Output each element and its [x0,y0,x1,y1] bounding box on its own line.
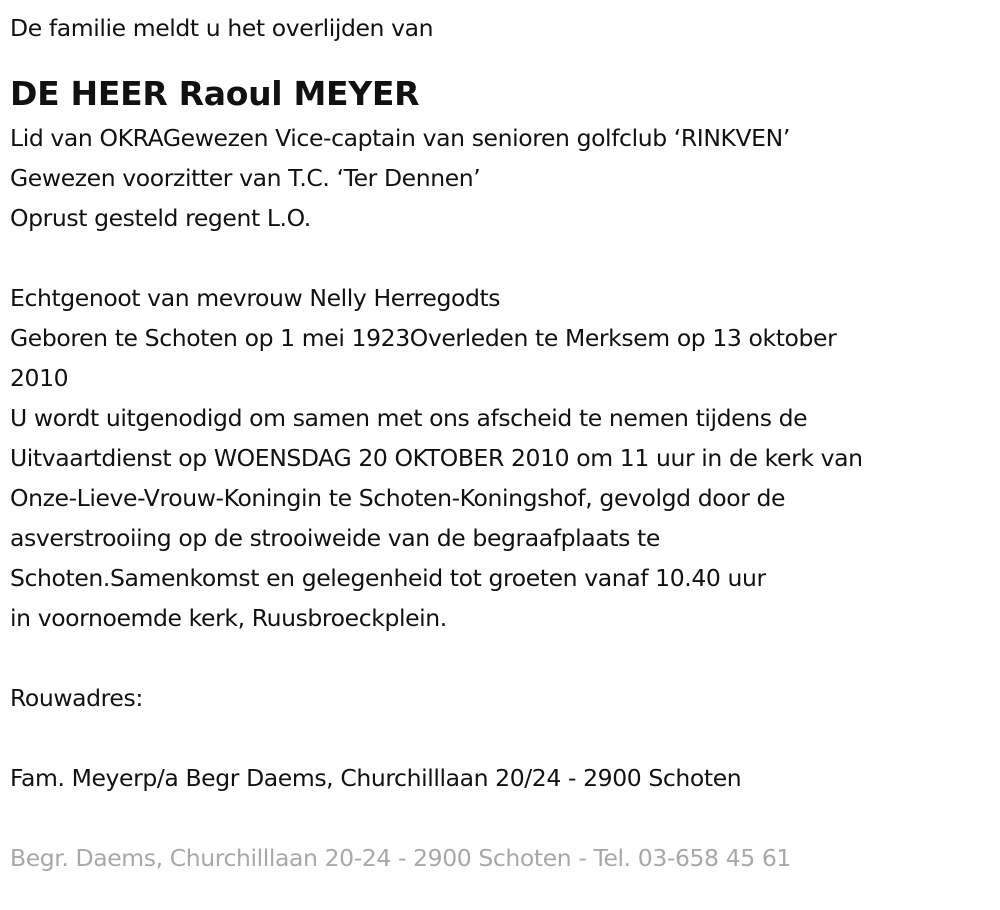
deceased-name: DE HEER Raoul MEYER [10,74,420,113]
title-line: Gewezen voorzitter van T.C. ‘Ter Dennen’ [10,164,481,192]
spacer [10,238,990,278]
spacer [10,718,990,758]
spacer [10,798,990,838]
invitation-line: U wordt uitgenodigd om samen met ons afscheid te nemen tijdens de [10,404,808,432]
invitation-line: asverstrooiing op de strooiweide van de begraafplaats te [10,524,660,552]
birth-death-line: 2010 [10,364,69,392]
invitation-line: Schoten.Samenkomst en gelegenheid tot groeten vanaf 10.40 uur [10,564,766,592]
invitation-line: Uitvaartdienst op WOENSDAG 20 OKTOBER 2010 om 11 uur in de kerk van [10,444,863,472]
invitation-block [10,398,990,638]
funeral-home-footer: Begr. Daems, Churchilllaan 20-24 - 2900 Schoten - Tel. 03-658 45 61 [10,844,791,872]
titles-block [10,118,990,238]
title-line: Oprust gesteld regent L.O. [10,204,311,232]
invitation-line: Onze-Lieve-Vrouw-Koningin te Schoten-Koningshof, gevolgd door de [10,484,786,512]
mourning-address: Fam. Meyerp/a Begr Daems, Churchilllaan 20/24 - 2900 Schoten [10,764,742,792]
intro-text: De familie meldt u het overlijden van [10,14,434,42]
birth-death-line: Geboren te Schoten op 1 mei 1923Overleden te Merksem op 13 oktober [10,324,837,352]
invitation-line: in voornoemde kerk, Ruusbroeckplein. [10,604,447,632]
title-line: Lid van OKRAGewezen Vice-captain van senioren golfclub ‘RINKVEN’ [10,124,790,152]
birth-death-block [10,318,990,398]
spacer [10,638,990,678]
address-label: Rouwadres: [10,684,143,712]
spouse-text: Echtgenoot van mevrouw Nelly Herregodts [10,284,501,312]
